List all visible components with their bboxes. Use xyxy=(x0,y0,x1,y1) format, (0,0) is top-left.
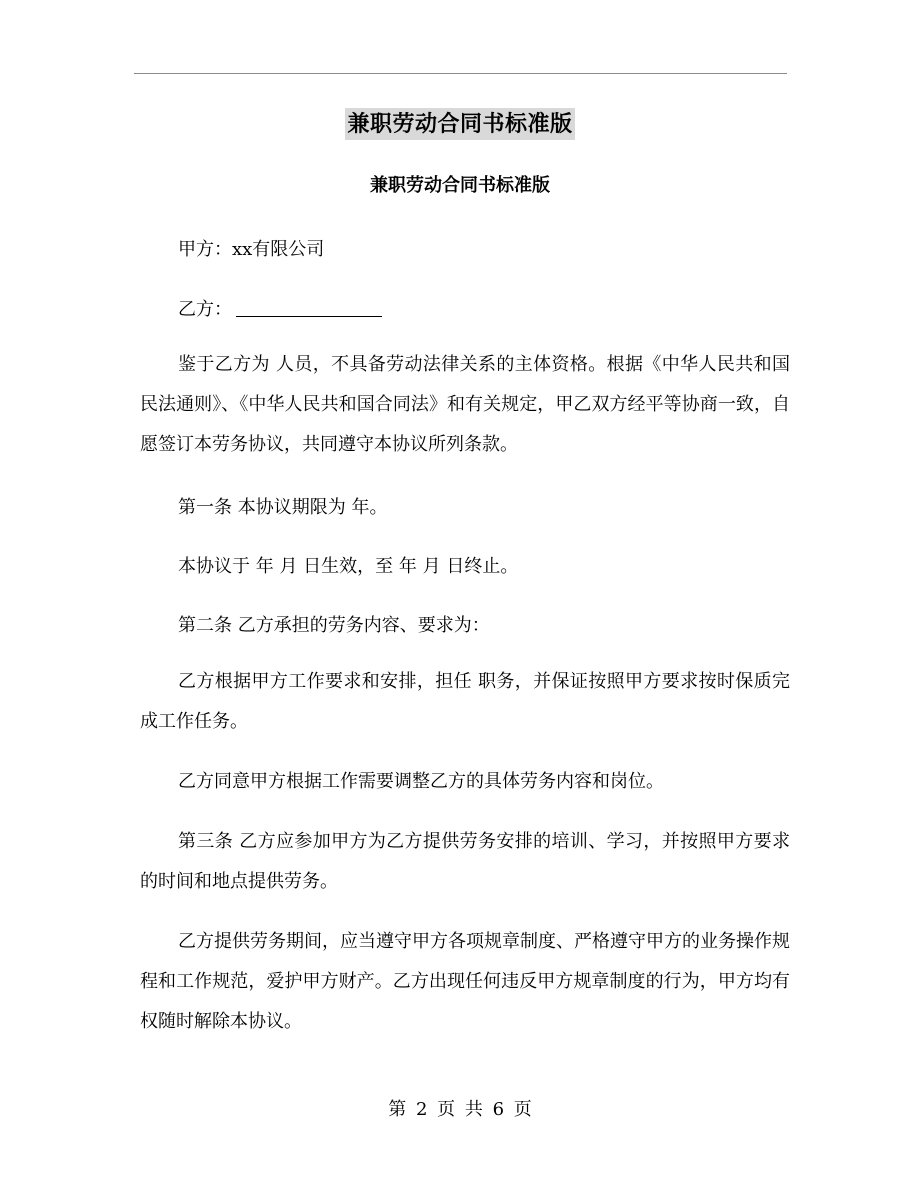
party-b-blank xyxy=(236,298,382,317)
party-b-line xyxy=(140,290,790,330)
article-3-paragraph: 第三条 乙方应参加甲方为乙方提供劳务安排的培训、学习，并按照甲方要求的时间和地点提供劳务。 xyxy=(140,831,790,892)
preamble-paragraph: 鉴于乙方为 人员，不具备劳动法律关系的主体资格。根据《中华人民共和国民法通则》、《中华人民共和国合同法》和有关规定，甲乙双方经平等协商一致，自愿签订本劳务协议，共同遵守本协议所列条款。 xyxy=(140,354,790,455)
party-b-label: 乙方： xyxy=(178,299,232,320)
effective-period-paragraph: 本协议于 年 月 日生效，至 年 月 日终止。 xyxy=(178,556,519,577)
header-rule xyxy=(134,73,787,74)
party-a-line: 甲方：xx有限公司 xyxy=(178,239,325,260)
page-indicator: 第 2 页 共 6 页 xyxy=(388,1099,532,1120)
article-2-paragraph: 第二条 乙方承担的劳务内容、要求为： xyxy=(178,615,490,636)
running-header-title: 兼职劳动合同书标准版 xyxy=(345,108,574,140)
document-title: 兼职劳动合同书标准版 xyxy=(370,175,550,196)
duties-paragraph: 乙方根据甲方工作要求和安排，担任 职务，并保证按照甲方要求按时保质完成工作任务。 xyxy=(140,671,790,732)
article-1-paragraph: 第一条 本协议期限为 年。 xyxy=(178,497,388,518)
rules-paragraph: 乙方提供劳务期间，应当遵守甲方各项规章制度、严格遵守甲方的业务操作规程和工作规范，爱护甲方财产。乙方出现任何违反甲方规章制度的行为，甲方均有权随时解除本协议。 xyxy=(140,931,790,1032)
running-header xyxy=(0,108,920,140)
adjustment-paragraph: 乙方同意甲方根据工作需要调整乙方的具体劳务内容和岗位。 xyxy=(178,771,664,792)
